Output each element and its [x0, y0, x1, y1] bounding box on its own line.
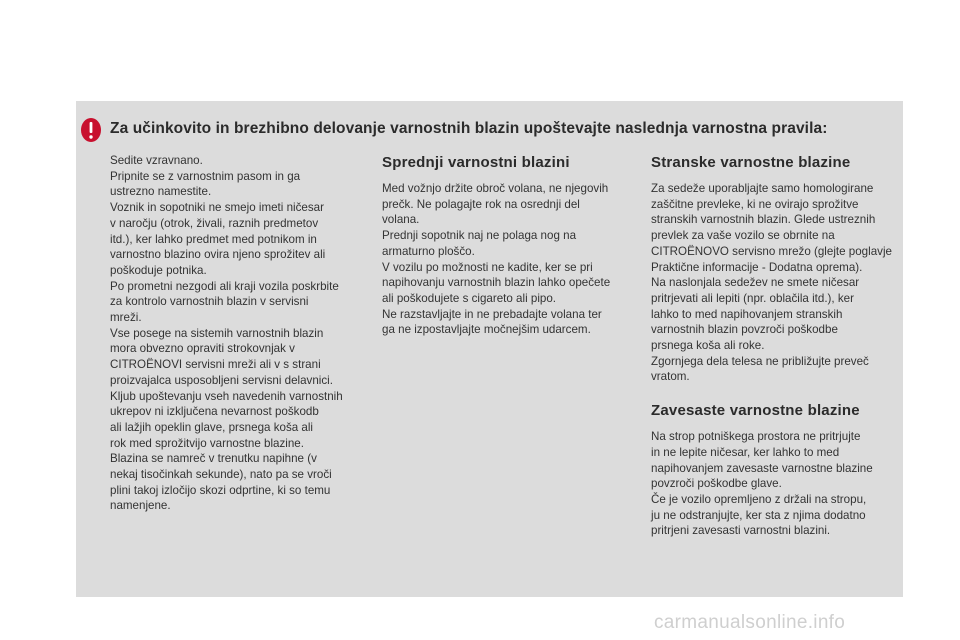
- text-line: Zgornjega dela telesa ne približujte preveč: [651, 354, 869, 368]
- text-line: poškoduje potnika.: [110, 263, 207, 277]
- text-line: nekaj tisočinkah sekunde), nato pa se vroči: [110, 468, 332, 482]
- text-line: Pripnite se z varnostnim pasom in ga: [110, 169, 301, 183]
- text-line: ali lažjih opeklin glave, prsnega koša ali: [110, 420, 314, 434]
- text-line: V vozilu po možnosti ne kadite, ker se pri: [382, 260, 593, 274]
- text-line: zaščitne prevleke, ki ne ovirajo sprožitve: [651, 197, 859, 211]
- text-line: Ne razstavljajte in ne prebadajte volana ter: [382, 307, 602, 321]
- text-line: Prednji sopotnik naj ne polaga nog na: [382, 229, 577, 243]
- text-line: varnostno blazino ovira njeno sprožitev ali: [110, 248, 326, 262]
- text-line: mora obvezno opraviti strokovnjak v: [110, 342, 295, 356]
- text-line: ali poškodujete s cigareto ali pipo.: [382, 291, 557, 305]
- text-line: prevlek za vaše vozilo se obrnite na: [651, 229, 835, 243]
- text-line: ustrezno namestite.: [110, 185, 212, 199]
- text-line: ju ne odstranjujte, ker sta z njima dodatno: [651, 508, 866, 522]
- front-airbags-section: [382, 153, 634, 338]
- text-line: Praktične informacije - Dodatna oprema).: [651, 260, 863, 274]
- text-line: napihovanju varnostnih blazin lahko opečete: [382, 276, 611, 290]
- text-line: Kljub upoštevanju vseh navedenih varnostnih: [110, 389, 343, 403]
- side-airbags-title: Stranske varnostne blazine: [651, 154, 851, 171]
- text-line: Med vožnjo držite obroč volana, ne njegovih: [382, 182, 609, 195]
- watermark: carmanualsonline.info: [654, 612, 846, 633]
- text-line: mreži.: [110, 311, 142, 325]
- text-line: stranskih varnostnih blazin. Glede ustreznih: [651, 213, 876, 227]
- text-line: Vse posege na sistemih varnostnih blazin: [110, 326, 324, 340]
- text-line: rok med sprožitvijo varnostne blazine.: [110, 436, 304, 450]
- text-line: varnostnih blazin povzroči poškodbe: [651, 323, 838, 337]
- curtain-airbags-title: Zavesaste varnostne blazine: [651, 402, 860, 420]
- text-line: povzroči poškodbe glave.: [651, 477, 782, 491]
- text-line: za kontrolo varnostnih blazin v servisni: [110, 295, 309, 309]
- text-line: pritrjeni zavesasti varnostni blazini.: [651, 524, 831, 538]
- text-line: Voznik in sopotniki ne smejo imeti ničesar: [110, 201, 324, 215]
- text-line: vratom.: [651, 370, 690, 384]
- text-line: Na strop potniškega prostora ne pritrjujte: [651, 430, 861, 444]
- text-line: armaturno ploščo.: [382, 244, 475, 258]
- text-line: prsnega koša ali roke.: [651, 339, 765, 353]
- text-line: CITROËNOVI servisni mreži ali v s strani: [110, 358, 321, 372]
- text-line: Sedite vzravnano.: [110, 154, 203, 167]
- text-line: Na naslonjala sedežev ne smete ničesar: [651, 276, 860, 290]
- text-line: Za sedeže uporabljajte samo homologirane: [651, 182, 874, 195]
- text-line: Če je vozilo opremljeno z držali na stropu,: [651, 492, 867, 506]
- text-line: CITROËNOVO servisno mrežo (glejte poglavje: [651, 244, 892, 258]
- front-airbags-title: Sprednji varnostni blazini: [382, 154, 570, 171]
- text-line: napihovanjem zavesaste varnostne blazine: [651, 461, 873, 475]
- text-line: itd.), ker lahko predmet med potnikom in: [110, 232, 317, 246]
- warning-icon: [80, 117, 102, 143]
- text-line: plini takoj izločijo skozi odprtine, ki so temu: [110, 483, 331, 497]
- text-line: in ne lepite ničesar, ker lahko to med: [651, 445, 840, 459]
- text-line: lahko to med napihovanjem stranskih: [651, 307, 843, 321]
- text-line: namenjene.: [110, 499, 171, 513]
- page-heading: Za učinkovito in brezhibno delovanje varnostnih blazin upoštevajte naslednja varnostna pravila:: [110, 120, 828, 137]
- text-line: proizvajalca usposobljeni servisni delavnici.: [110, 373, 333, 387]
- text-line: v naročju (otrok, živali, raznih predmetov: [110, 216, 319, 230]
- general-rules-column: [110, 153, 360, 514]
- text-line: prečk. Ne polagajte rok na osrednji del: [382, 197, 580, 211]
- text-line: ukrepov ni izključena nevarnost poškodb: [110, 405, 319, 419]
- text-line: volana.: [382, 213, 420, 227]
- text-line: pritrjevati ali lepiti (npr. oblačila itd.), ker: [651, 291, 854, 305]
- side-curtain-column: [651, 153, 901, 539]
- text-line: Po prometni nezgodi ali kraji vozila poskrbite: [110, 279, 339, 293]
- text-line: Blazina se namreč v trenutku napihne (v: [110, 452, 317, 466]
- text-line: ga ne izpostavljajte močnejšim udarcem.: [382, 323, 591, 337]
